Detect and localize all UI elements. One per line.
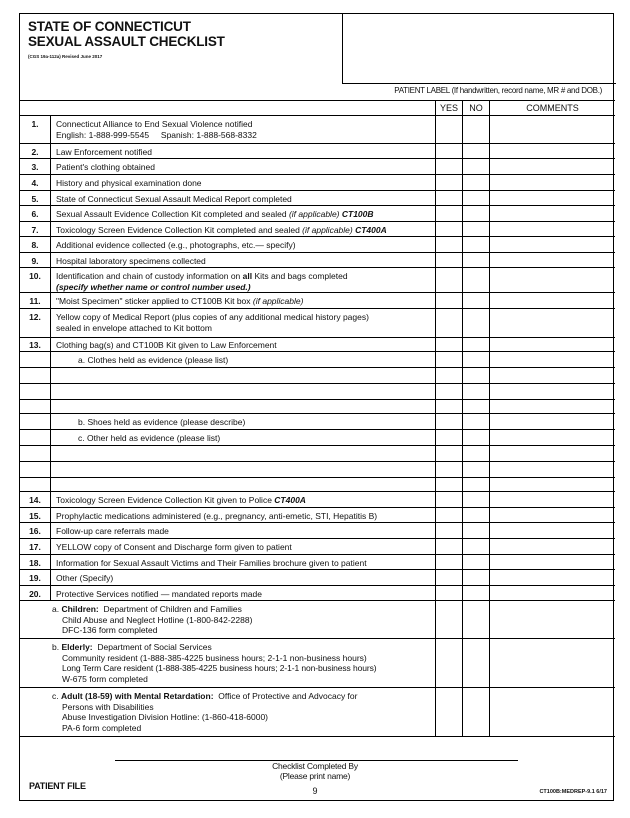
table-row [20,338,615,352]
item-text: Yellow copy of Medical Report (plus copies of any additional medical history pages) sealed in envelope attached to Kit bottom [56,312,369,333]
item-number: 20. [20,586,51,600]
item-number [20,384,51,399]
table-header [20,100,615,116]
item-number: 15. [20,508,51,522]
item-text: Sexual Assault Evidence Collection Kit completed and sealed (if applicable) CT100B [56,209,374,219]
no-checkbox[interactable] [462,268,489,292]
table-row [20,191,615,206]
item-text: Hospital laboratory specimens collected [56,256,206,266]
no-checkbox[interactable] [462,175,489,190]
item-text: b. Shoes held as evidence (please describe) [78,417,246,427]
no-checkbox[interactable] [462,430,489,445]
item-text: Other (Specify) [56,573,114,583]
no-checkbox[interactable] [462,293,489,308]
table-row [20,144,615,159]
comments-field[interactable] [489,144,615,158]
item-number [20,352,51,367]
no-checkbox[interactable] [462,309,489,337]
table-row [20,555,615,570]
comments-field[interactable] [489,237,615,252]
yes-checkbox[interactable] [435,639,462,687]
no-checkbox[interactable] [462,508,489,522]
yes-checkbox[interactable] [435,206,462,221]
item-text: Follow-up care referrals made [56,526,169,536]
comments-field[interactable] [489,368,615,383]
comments-column-header: COMMENTS [489,101,615,116]
no-checkbox[interactable] [462,539,489,554]
signature-caption: Checklist Completed By (Please print name) [272,761,358,781]
yes-checkbox[interactable] [435,570,462,585]
yes-checkbox[interactable] [435,688,462,736]
table-row [20,237,615,253]
item-number: 11. [20,293,51,308]
table-row [20,508,615,523]
no-checkbox[interactable] [462,570,489,585]
comments-field[interactable] [489,570,615,585]
no-checkbox[interactable] [462,191,489,205]
item-number: 17. [20,539,51,554]
table-row [20,309,615,338]
comments-field[interactable] [489,462,615,477]
blank-entry-row[interactable] [20,446,615,462]
comments-field[interactable] [489,523,615,538]
comments-field[interactable] [489,400,615,413]
item-number: 6. [20,206,51,221]
no-checkbox[interactable] [462,384,489,399]
blank-entry-row[interactable] [20,400,615,414]
no-checkbox[interactable] [462,116,489,143]
item-number: 9. [20,253,51,267]
comments-field[interactable] [489,268,615,292]
form-title [28,19,225,49]
no-checkbox[interactable] [462,253,489,267]
yes-checkbox[interactable] [435,492,462,507]
yes-checkbox[interactable] [435,414,462,429]
item-number [20,478,51,491]
no-checkbox[interactable] [462,352,489,367]
item-text: Law Enforcement notified [56,147,152,157]
item-text: Clothing bag(s) and CT100B Kit given to Law Enforcement [56,340,277,350]
patient-label-caption: PATIENT LABEL (If handwritten, record name, MR # and DOB.) [394,86,602,95]
patient-file-label: PATIENT FILE [29,781,86,791]
yes-checkbox[interactable] [435,191,462,205]
comments-field[interactable] [489,508,615,522]
no-checkbox[interactable] [462,368,489,383]
item-number: 5. [20,191,51,205]
statute-revision: (CGS 19a-112a) Revised June 2017 [28,54,103,59]
no-column-header: NO [462,101,489,116]
item-text: History and physical examination done [56,178,202,188]
yes-checkbox[interactable] [435,222,462,236]
no-checkbox[interactable] [462,555,489,569]
no-checkbox[interactable] [462,237,489,252]
item-number [20,430,51,445]
comments-field[interactable] [489,222,615,236]
no-checkbox[interactable] [462,414,489,429]
no-checkbox[interactable] [462,478,489,491]
comments-field[interactable] [489,175,615,190]
no-checkbox[interactable] [462,586,489,600]
table-row [20,175,615,191]
yes-checkbox[interactable] [435,253,462,267]
no-checkbox[interactable] [462,523,489,538]
yes-checkbox[interactable] [435,446,462,461]
item-text: Identification and chain of custody information on all Kits and bags completed (specify whether name or control number used.) [56,271,348,292]
item-text: YELLOW copy of Consent and Discharge form given to patient [56,542,292,552]
table-row [20,523,615,539]
item-number [20,462,51,477]
table-row [20,414,615,430]
comments-field[interactable] [489,414,615,429]
item-text: c. Adult (18-59) with Mental Retardation: Office of Protective and Advocacy for Persons with Disabilities Abuse Investigation Division Hotline: (1-860-418-6000) PA-6 form completed [52,691,358,733]
comments-field[interactable] [489,116,615,143]
comments-field[interactable] [489,191,615,205]
table-row [20,268,615,293]
comments-field[interactable] [489,309,615,337]
comments-field[interactable] [489,352,615,367]
item-number [20,368,51,383]
yes-column-header: YES [435,101,462,116]
table-row [20,253,615,268]
no-checkbox[interactable] [462,688,489,736]
no-checkbox[interactable] [462,446,489,461]
yes-checkbox[interactable] [435,293,462,308]
item-number: 13. [20,338,51,351]
item-text: a. Clothes held as evidence (please list) [78,355,229,365]
table-row [20,570,615,586]
item-number: 3. [20,159,51,174]
no-checkbox[interactable] [462,159,489,174]
comments-field[interactable] [489,206,615,221]
yes-checkbox[interactable] [435,478,462,491]
checklist-form [19,13,614,801]
item-text: Additional evidence collected (e.g., photographs, etc.— specify) [56,240,296,250]
item-text: Toxicology Screen Evidence Collection Kit completed and sealed (if applicable) CT400A [56,225,387,235]
page-number: 9 [312,786,318,796]
comments-field[interactable] [489,159,615,174]
yes-checkbox[interactable] [435,508,462,522]
yes-checkbox[interactable] [435,116,462,143]
yes-checkbox[interactable] [435,159,462,174]
comments-field[interactable] [489,555,615,569]
item-number: 1. [20,116,51,143]
item-number: 8. [20,237,51,252]
table-row [20,116,615,144]
comments-field[interactable] [489,688,615,736]
no-checkbox[interactable] [462,144,489,158]
comments-field[interactable] [489,492,615,507]
item-text: Protective Services notified — mandated reports made [56,589,262,599]
title-line-2: SEXUAL ASSAULT CHECKLIST [28,34,225,49]
yes-checkbox[interactable] [435,309,462,337]
table-row [20,206,615,222]
item-text: "Moist Specimen" sticker applied to CT100B Kit box (if applicable) [56,296,304,306]
item-text: State of Connecticut Sexual Assault Medical Report completed [56,194,292,204]
table-row [20,586,615,601]
form-code: CT100B:MEDREP-9.1 6/17 [539,789,607,795]
item-number: 14. [20,492,51,507]
yes-checkbox[interactable] [435,368,462,383]
item-text: b. Elderly: Department of Social Services Community resident (1-888-385-4225 business hours; 2-1-1 non-business hours) Long Term Care resident (1-888-385-4225 business hours; 2-1-1 non-business hours) W-675 form completed [52,642,377,684]
table-row [20,222,615,237]
yes-checkbox[interactable] [435,601,462,638]
no-checkbox[interactable] [462,222,489,236]
item-number [20,446,51,461]
yes-checkbox[interactable] [435,555,462,569]
table-row [20,159,615,175]
no-checkbox[interactable] [462,462,489,477]
blank-entry-row[interactable] [20,368,615,384]
blank-entry-row[interactable] [20,478,615,492]
yes-checkbox[interactable] [435,175,462,190]
comments-field[interactable] [489,586,615,600]
no-checkbox[interactable] [462,492,489,507]
yes-checkbox[interactable] [435,144,462,158]
yes-checkbox[interactable] [435,430,462,445]
yes-checkbox[interactable] [435,384,462,399]
table-row [20,601,615,639]
item-number: 18. [20,555,51,569]
yes-checkbox[interactable] [435,539,462,554]
no-checkbox[interactable] [462,639,489,687]
yes-checkbox[interactable] [435,462,462,477]
yes-checkbox[interactable] [435,268,462,292]
item-number: 16. [20,523,51,538]
item-text: Patient's clothing obtained [56,162,155,172]
comments-field[interactable] [489,539,615,554]
comments-field[interactable] [489,478,615,491]
title-line-1: STATE OF CONNECTICUT [28,19,191,34]
item-number: 4. [20,175,51,190]
table-row [20,492,615,508]
no-checkbox[interactable] [462,601,489,638]
item-text: Prophylactic medications administered (e.g., pregnancy, anti-emetic, STI, Hepatitis B) [56,511,378,521]
comments-field[interactable] [489,384,615,399]
yes-checkbox[interactable] [435,352,462,367]
yes-checkbox[interactable] [435,338,462,351]
item-number: 19. [20,570,51,585]
item-number: 10. [20,268,51,292]
table-row [20,352,615,368]
item-number: 7. [20,222,51,236]
no-checkbox[interactable] [462,400,489,413]
comments-field[interactable] [489,253,615,267]
comments-field[interactable] [489,446,615,461]
no-checkbox[interactable] [462,206,489,221]
blank-entry-row[interactable] [20,384,615,400]
comments-field[interactable] [489,601,615,638]
yes-checkbox[interactable] [435,523,462,538]
table-row [20,539,615,555]
comments-field[interactable] [489,639,615,687]
item-text: Connecticut Alliance to End Sexual Violence notified English: 1-888-999-5545 Spanish: 1-888-568-8332 [56,119,257,140]
comments-field[interactable] [489,293,615,308]
item-number: 12. [20,309,51,337]
yes-checkbox[interactable] [435,586,462,600]
item-number [20,414,51,429]
patient-label-box[interactable] [342,13,616,84]
item-number [20,400,51,413]
comments-field[interactable] [489,338,615,351]
table-row [20,293,615,309]
item-text: a. Children: Department of Children and Families Child Abuse and Neglect Hotline (1-800-842-2288) DFC-136 form completed [52,604,253,635]
comments-field[interactable] [489,430,615,445]
item-text: Information for Sexual Assault Victims and Their Families brochure given to patient [56,558,367,568]
no-checkbox[interactable] [462,338,489,351]
item-text: c. Other held as evidence (please list) [78,433,221,443]
item-text: Toxicology Screen Evidence Collection Kit given to Police CT400A [56,495,306,505]
yes-checkbox[interactable] [435,400,462,413]
blank-entry-row[interactable] [20,462,615,478]
yes-checkbox[interactable] [435,237,462,252]
table-row [20,430,615,446]
table-row [20,639,615,688]
item-number: 2. [20,144,51,158]
table-row [20,688,615,737]
